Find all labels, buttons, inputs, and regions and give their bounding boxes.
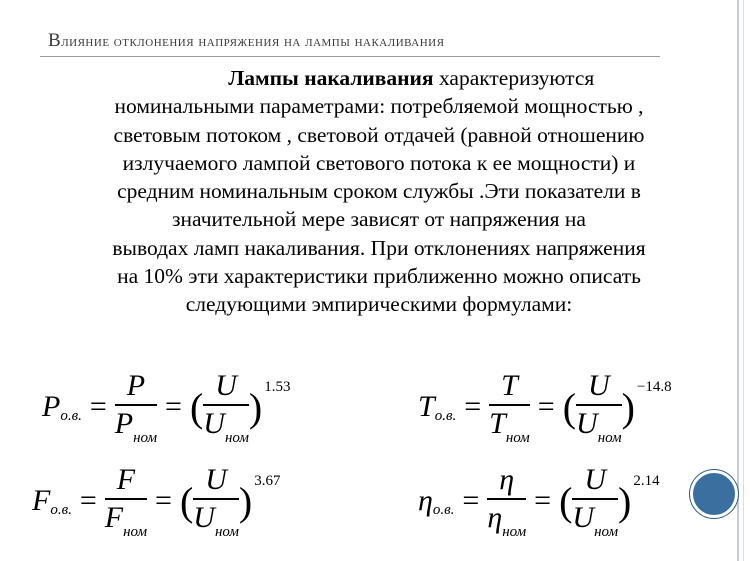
right-edge-line-thin — [743, 0, 744, 561]
body-line-7: выводах ламп накаливания. При отклонениях напряжения — [112, 235, 646, 260]
close-paren: ) — [621, 384, 635, 430]
formula-power-voltage-ratio — [203, 368, 249, 447]
formula-flux-exponent: 3.67 — [254, 472, 281, 489]
formula-lifetime-u-den-sub: ном — [597, 429, 622, 446]
formula-lifetime — [418, 368, 672, 447]
decorative-circle — [690, 470, 738, 518]
formula-efficacy — [418, 462, 660, 541]
body-line-6: значительной мере зависят от напряжения на — [172, 207, 586, 232]
formula-efficacy-num: η — [499, 463, 515, 496]
formula-flux-u-den: U — [193, 500, 215, 534]
formula-lifetime-den: T — [489, 406, 506, 440]
formula-power-u-den: U — [203, 406, 225, 440]
body-line-1 — [16, 64, 742, 92]
close-paren: ) — [618, 478, 632, 524]
equals-sign: = — [89, 390, 107, 424]
open-paren: ( — [559, 478, 573, 524]
formula-power-u-num: U — [215, 369, 237, 402]
formula-power-u-den-sub: ном — [224, 429, 249, 446]
formula-lifetime-lhs: T — [418, 390, 435, 424]
body-line-4: излучаемого лампой светового потока к ее мощности) и — [122, 150, 636, 175]
formula-flux-den: F — [104, 500, 124, 534]
formula-efficacy-u-num: U — [584, 463, 607, 496]
body-line-9: следующими эмпирическими формулами: — [185, 292, 573, 317]
formula-efficacy-ratio — [487, 462, 526, 541]
body-line-5: средним номинальным сроком службы .Эти показатели в — [117, 179, 641, 204]
open-paren: ( — [189, 384, 204, 430]
close-paren: ) — [238, 478, 253, 524]
right-edge-line — [737, 0, 739, 561]
equals-sign: = — [462, 484, 480, 518]
formula-flux-voltage-ratio — [193, 462, 239, 541]
formula-efficacy-exponent: 2.14 — [633, 472, 660, 489]
formula-flux — [32, 462, 281, 541]
formula-power — [42, 368, 291, 447]
body-paragraph — [16, 64, 742, 319]
formula-power-num: P — [126, 369, 146, 402]
formula-lifetime-num: T — [501, 369, 518, 402]
open-paren: ( — [179, 478, 194, 524]
formula-lifetime-lhs-sub: о.в. — [434, 407, 457, 424]
formula-power-exponent: 1.53 — [264, 378, 291, 395]
formula-power-ratio — [115, 368, 157, 447]
open-paren: ( — [562, 384, 577, 430]
formula-lifetime-u-num: U — [587, 369, 610, 402]
formula-lifetime-exponent: −14.8 — [636, 378, 672, 395]
slide-title-text: лияние отклонения напряжения на лампы накаливания — [61, 34, 445, 50]
equals-sign: = — [534, 484, 552, 518]
body-line-2: номинальными параметрами: потребляемой мощностью , — [114, 94, 644, 119]
formula-flux-num: F — [116, 463, 136, 496]
formula-efficacy-lhs-sub: о.в. — [432, 501, 455, 518]
formula-power-den: P — [114, 406, 134, 440]
formula-lifetime-u-den: U — [576, 406, 598, 440]
formula-lifetime-voltage-ratio — [576, 368, 622, 447]
body-bold-phrase: Лампы накаливания — [228, 66, 434, 90]
formula-power-lhs: P — [42, 390, 61, 424]
equals-sign: = — [464, 390, 482, 424]
equals-sign: = — [165, 390, 182, 424]
formula-efficacy-u-den: U — [572, 500, 595, 534]
equals-sign: = — [155, 484, 172, 518]
formula-flux-lhs: F — [32, 484, 51, 518]
formula-efficacy-u-den-sub: ном — [594, 523, 619, 540]
formula-efficacy-den: η — [487, 500, 503, 534]
formula-lifetime-ratio — [489, 368, 530, 447]
formula-efficacy-den-sub: ном — [502, 523, 527, 540]
formula-flux-lhs-sub: о.в. — [50, 501, 72, 518]
formula-lifetime-den-sub: ном — [505, 429, 530, 446]
formula-efficacy-lhs: η — [418, 484, 433, 518]
body-line-1-text: характеризуются — [438, 66, 595, 90]
formula-flux-u-den-sub: ном — [214, 523, 239, 540]
slide-title-first-letter: В — [48, 30, 62, 51]
body-line-3: световым потоком , световой отдачей (равной отношению — [113, 122, 645, 147]
slide-title — [48, 30, 444, 52]
formula-flux-den-sub: ном — [123, 523, 148, 540]
close-paren: ) — [248, 384, 263, 430]
equals-sign: = — [537, 390, 555, 424]
formula-efficacy-voltage-ratio — [572, 462, 618, 541]
title-divider — [40, 56, 660, 57]
formula-flux-u-num: U — [205, 463, 227, 496]
formula-power-lhs-sub: о.в. — [60, 407, 82, 424]
formula-power-den-sub: ном — [133, 429, 158, 446]
equals-sign: = — [79, 484, 97, 518]
body-line-8: на 10% эти характеристики приближенно можно описать — [117, 264, 641, 289]
formula-flux-ratio — [105, 462, 147, 541]
